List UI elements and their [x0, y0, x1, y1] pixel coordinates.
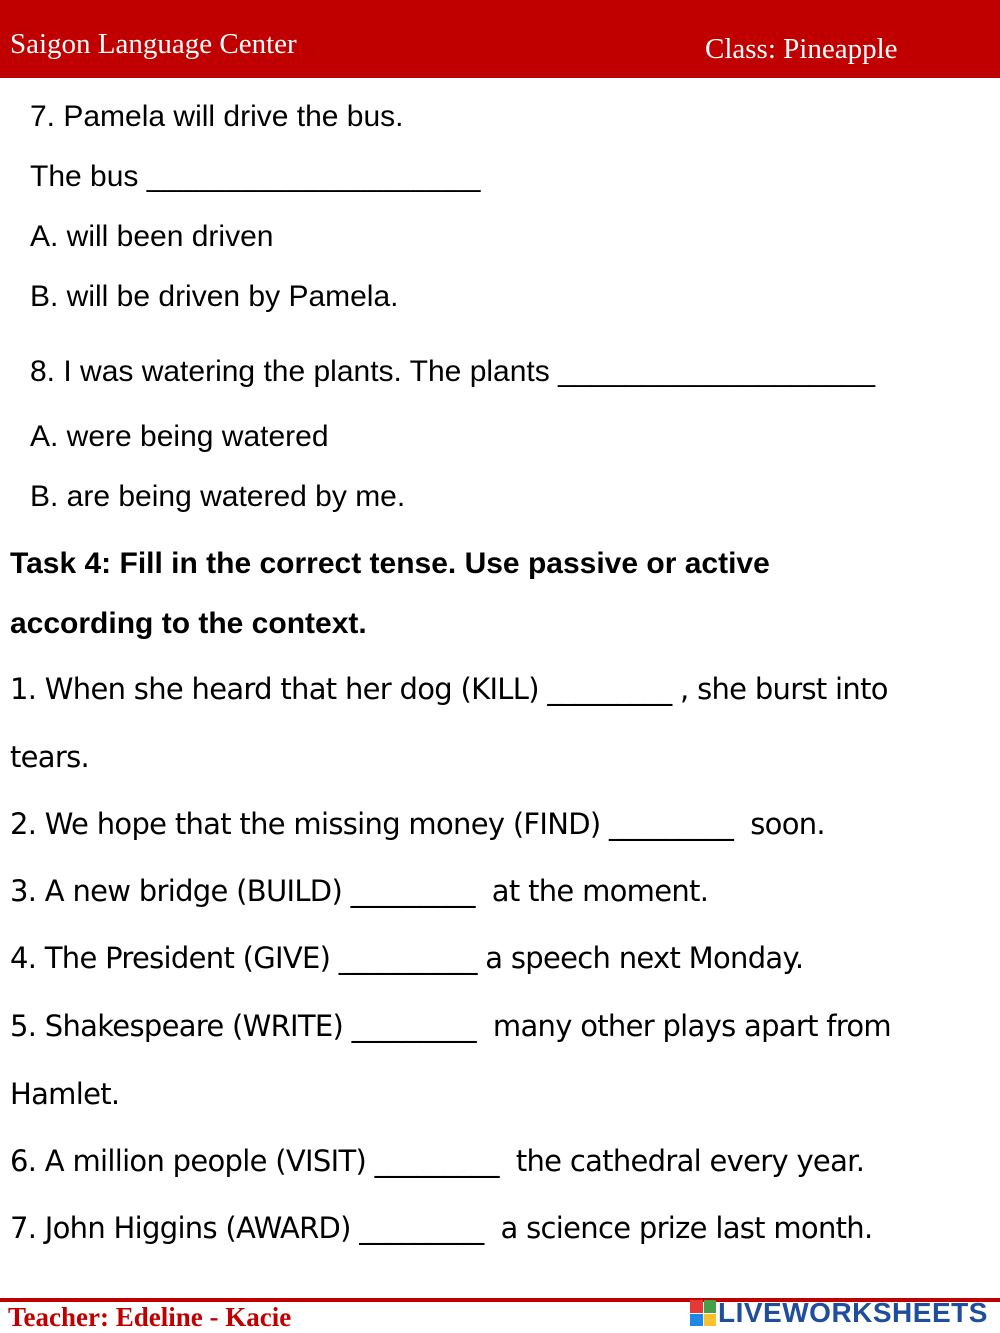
task-4-item-4: 4. The President (GIVE) __________ a speech next Monday. — [10, 941, 804, 975]
task-4-item-3: 3. A new bridge (BUILD) _________ at the moment. — [10, 874, 709, 908]
question-7-prompt: 7. Pamela will drive the bus. — [30, 100, 404, 133]
question-7-stem: The bus ____________________ — [30, 160, 481, 193]
liveworksheets-icon — [690, 1300, 716, 1326]
question-7-option-a[interactable]: A. will been driven — [30, 220, 274, 253]
task-4-item-2: 2. We hope that the missing money (FIND) _________ soon. — [10, 807, 825, 841]
school-name: Saigon Language Center — [10, 28, 297, 60]
liveworksheets-logo[interactable] — [690, 1296, 988, 1330]
liveworksheets-text: LIVEWORKSHEETS — [718, 1297, 988, 1328]
task-4-item-1: 1. When she heard that her dog (KILL) _________ , she burst into — [10, 672, 888, 706]
question-8-option-b[interactable]: B. are being watered by me. — [30, 480, 406, 513]
question-7-option-b[interactable]: B. will be driven by Pamela. — [30, 280, 399, 313]
question-8-option-a[interactable]: A. were being watered — [30, 420, 329, 453]
class-label: Class: Pineapple — [705, 33, 898, 65]
question-8-prompt: 8. I was watering the plants. The plants ___________________ — [30, 355, 876, 388]
task-4-item-1-continued: tears. — [10, 740, 90, 774]
task-4-item-7: 7. John Higgins (AWARD) _________ a science prize last month. — [10, 1211, 873, 1245]
task-4-item-5-continued: Hamlet. — [10, 1077, 120, 1111]
header-bar — [0, 0, 1000, 78]
teacher-name: Teacher: Edeline - Kacie — [8, 1302, 292, 1332]
task-4-item-5: 5. Shakespeare (WRITE) _________ many other plays apart from — [10, 1009, 891, 1043]
task-4-title-line-1: Task 4: Fill in the correct tense. Use passive or active — [10, 547, 770, 580]
task-4-item-6: 6. A million people (VISIT) _________ the cathedral every year. — [10, 1144, 865, 1178]
task-4-title-line-2: according to the context. — [10, 607, 367, 640]
